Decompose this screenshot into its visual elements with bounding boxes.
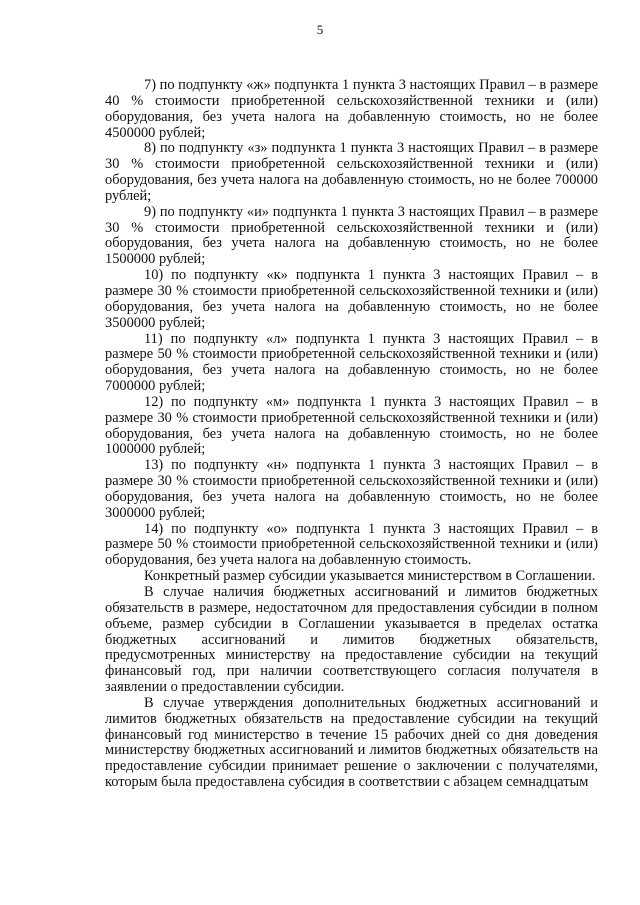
paragraph-subsidy-item-12: 12) по подпункту «м» подпункта 1 пункта 3 настоящих Правил – в размере 30 % стоимости приобретенной сельскохозяйственной техники и (или) оборудования, без учета налога на добавленную стоимость, но не более 1000000 рублей; xyxy=(105,393,598,458)
paragraph-subsidy-amount: Конкретный размер субсидии указывается министерством в Соглашении. xyxy=(144,568,596,585)
paragraph-subsidy-item-14: 14) по подпункту «о» подпункта 1 пункта 3 настоящих Правил – в размере 50 % стоимости приобретенной сельскохозяйственной техники и (или) оборудования, без учета налога на добавленную стоимость. xyxy=(105,520,598,569)
paragraph-subsidy-item-11: 11) по подпункту «л» подпункта 1 пункта 3 настоящих Правил – в размере 50 % стоимости приобретенной сельскохозяйственной техники и (или) оборудования, без учета налога на добавленную стоимость, но не более 7000000 рублей; xyxy=(105,330,598,395)
paragraph-subsidy-item-8: 8) по подпункту «з» подпункта 1 пункта 3 настоящих Правил – в размере 30 % стоимости приобретенной сельскохозяйственной техники и (или) оборудования, без учета налога на добавленную стоимость, но не более 700000 рублей; xyxy=(105,140,598,204)
paragraph-subsidy-item-13: 13) по подпункту «н» подпункта 1 пункта 3 настоящих Правил – в размере 30 % стоимости приобретенной сельскохозяйственной техники и (или) оборудования, без учета налога на добавленную стоимость, но не более 3000000 рублей; xyxy=(105,457,598,521)
page-number: 5 xyxy=(316,22,324,37)
document-body xyxy=(105,78,598,791)
paragraph-subsidy-item-9: 9) по подпункту «и» подпункта 1 пункта 3 настоящих Правил – в размере 30 % стоимости приобретенной сельскохозяйственной техники и (или) оборудования, без учета налога на добавленную стоимость, но не более 1500000 рублей; xyxy=(105,203,598,268)
paragraph-insufficient-funds: В случае наличия бюджетных ассигнований и лимитов бюджетных обязательств в размере, недостаточном для предоставления субсидии в полном объеме, размер субсидии в Соглашении указывается в пределах остатка бюджетных ассигнований и лимитов бюджетных обязательств, предусмотренных министерству на предоставление субсидии на текущий финансовый год, при наличии соответствующего согласия получателя в заявлении о предоставлении субсидии. xyxy=(105,584,598,696)
paragraph-subsidy-item-7: 7) по подпункту «ж» подпункта 1 пункта 3 настоящих Правил – в размере 40 % стоимости приобретенной сельскохозяйственной техники и (или) оборудования, без учета налога на добавленную стоимость, но не более 4500000 рублей; xyxy=(105,77,598,141)
paragraph-additional-funds: В случае утверждения дополнительных бюджетных ассигнований и лимитов бюджетных обязательств на предоставление субсидии на текущий финансовый год министерство в течение 15 рабочих дней со дня доведения министерству бюджетных ассигнований и лимитов бюджетных обязательств на предоставление субсидии принимает решение о заключении с получателями, которым была предоставлена субсидия в соответствии с абзацем семнадцатым xyxy=(105,694,598,791)
paragraph-subsidy-item-10: 10) по подпункту «к» подпункта 1 пункта 3 настоящих Правил – в размере 30 % стоимости приобретенной сельскохозяйственной техники и (или) оборудования, без учета налога на добавленную стоимость, но не более 3500000 рублей; xyxy=(105,267,598,331)
